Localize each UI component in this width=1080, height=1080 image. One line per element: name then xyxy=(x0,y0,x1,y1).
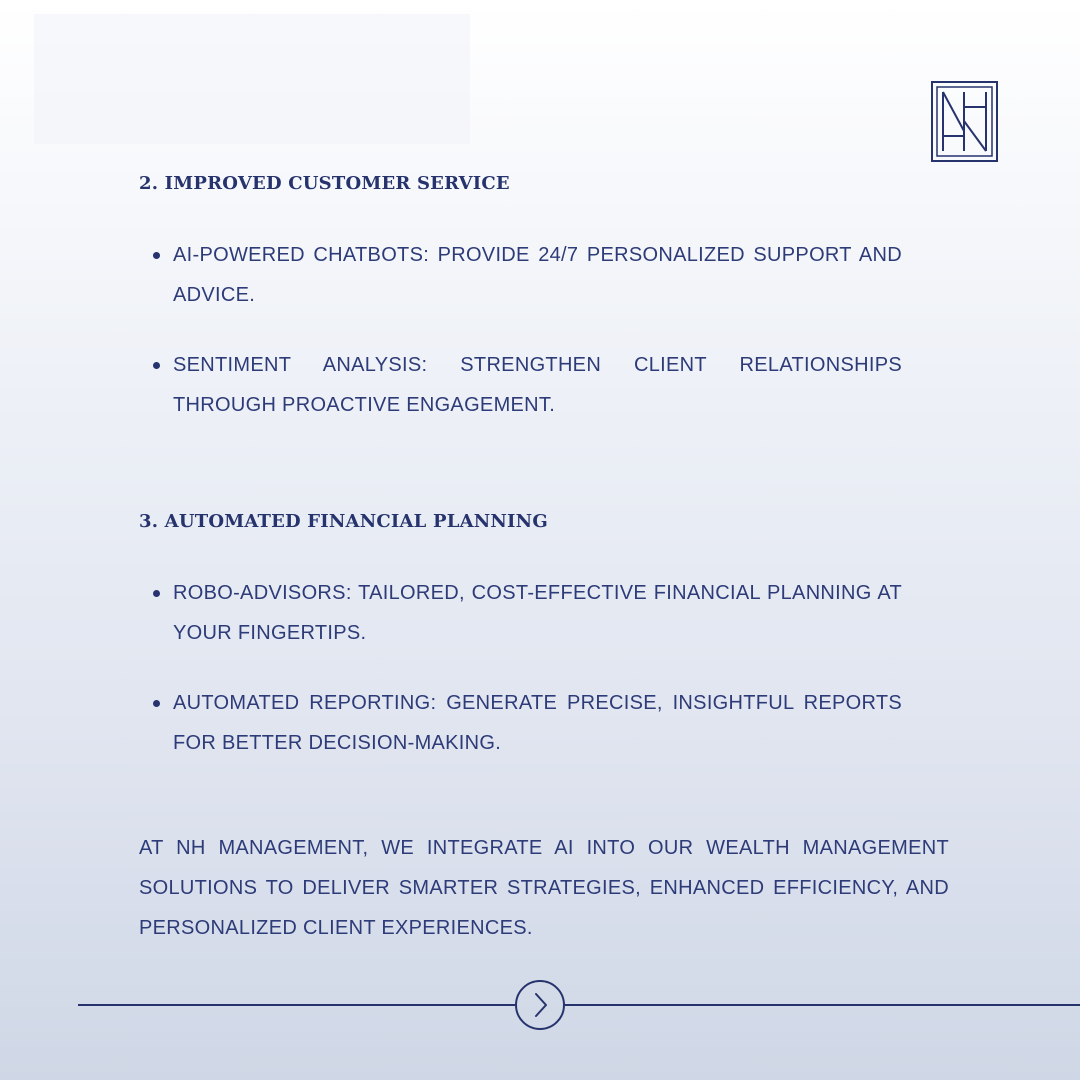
financial-planning-list xyxy=(173,573,902,793)
list-item: AI-POWERED CHATBOTS: PROVIDE 24/7 PERSONALIZED SUPPORT AND ADVICE. xyxy=(173,235,902,315)
customer-service-list xyxy=(173,235,902,455)
next-slide-button[interactable] xyxy=(515,980,565,1030)
section-heading-customer-service: 2. IMPROVED CUSTOMER SERVICE xyxy=(139,173,510,194)
section-heading-financial-planning: 3. AUTOMATED FINANCIAL PLANNING xyxy=(139,511,548,532)
chevron-right-icon xyxy=(517,982,563,1028)
list-item: AUTOMATED REPORTING: GENERATE PRECISE, INSIGHTFUL REPORTS FOR BETTER DECISION-MAKING. xyxy=(173,683,902,763)
divider-right xyxy=(564,1004,1080,1006)
list-item: SENTIMENT ANALYSIS: STRENGTHEN CLIENT RELATIONSHIPS THROUGH PROACTIVE ENGAGEMENT. xyxy=(173,345,902,425)
closing-paragraph: AT NH MANAGEMENT, WE INTEGRATE AI INTO OUR WEALTH MANAGEMENT SOLUTIONS TO DELIVER SMARTER STRATEGIES, ENHANCED EFFICIENCY, AND PERSONALIZED CLIENT EXPERIENCES. xyxy=(139,837,949,939)
divider-left xyxy=(78,1004,516,1006)
list-item: ROBO-ADVISORS: TAILORED, COST-EFFECTIVE FINANCIAL PLANNING AT YOUR FINGERTIPS. xyxy=(173,573,902,653)
